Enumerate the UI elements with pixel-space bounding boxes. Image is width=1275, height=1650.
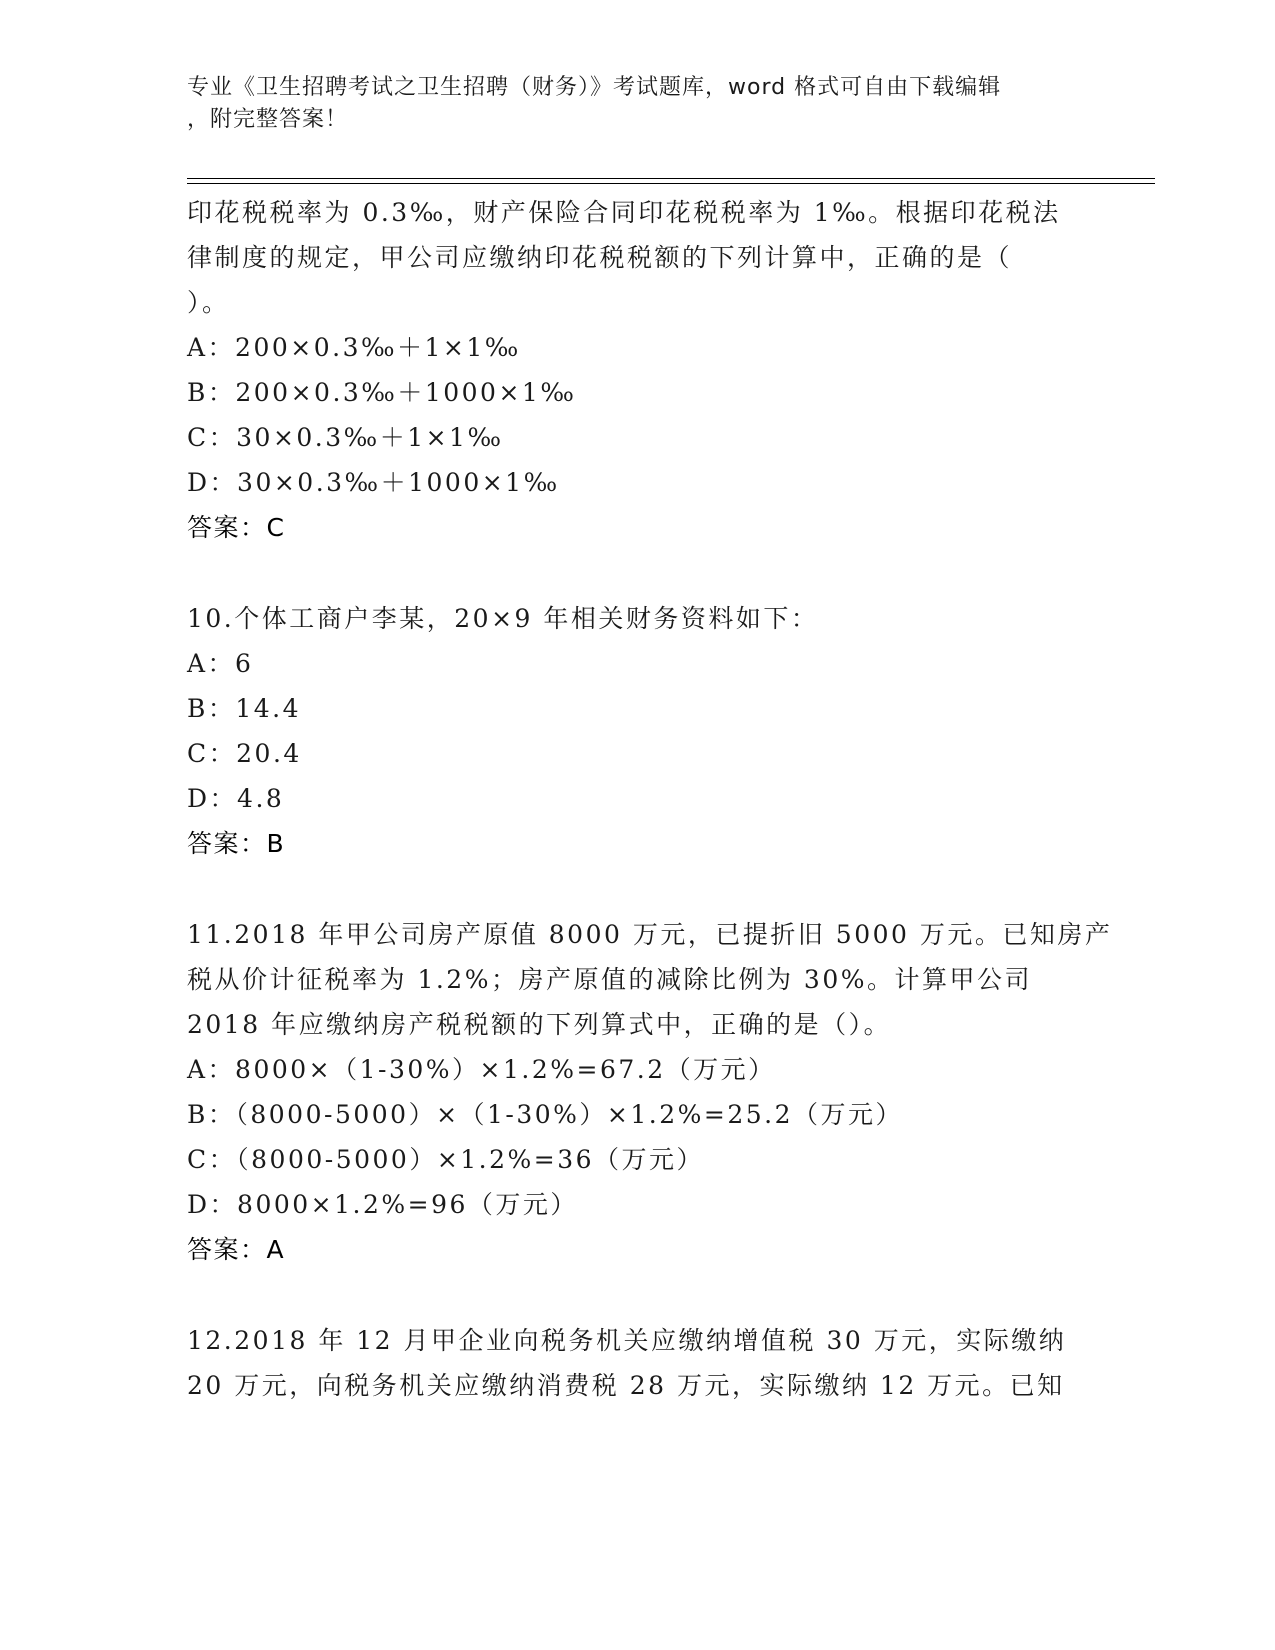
document-body (187, 190, 1113, 1408)
question-text-line: 20 万元，向税务机关应缴纳消费税 28 万元，实际缴纳 12 万元。已知 (187, 1371, 1065, 1400)
question-text-line: 10.个体工商户李某，20×9 年相关财务资料如下： (187, 604, 819, 633)
option-d: D：30×0.3‰＋1000×1‰ (187, 468, 560, 497)
question-text-line: 11.2018 年甲公司房产原值 8000 万元，已提折旧 5000 万元。已知房产 (187, 920, 1113, 949)
option-b: B：14.4 (187, 694, 302, 723)
answer: 答案：A (187, 1235, 286, 1264)
spacer (187, 1272, 1087, 1318)
option-c: C：30×0.3‰＋1×1‰ (187, 423, 504, 452)
option-a: A：200×0.3‰＋1×1‰ (187, 333, 521, 362)
option-d: D：8000×1.2%=96（万元） (187, 1190, 578, 1219)
answer: 答案：B (187, 829, 286, 858)
header-line-2: ，附完整答案！ (187, 107, 349, 132)
question-text-line: 2018 年应缴纳房产税税额的下列算式中，正确的是（）。 (187, 1010, 892, 1039)
header-divider-bottom (187, 183, 1155, 184)
option-d: D：4.8 (187, 784, 285, 813)
document-header (187, 72, 1087, 136)
answer: 答案：C (187, 513, 286, 542)
option-b: B：200×0.3‰＋1000×1‰ (187, 378, 577, 407)
question-text-line: 12.2018 年 12 月甲企业向税务机关应缴纳增值税 30 万元，实际缴纳 (187, 1326, 1067, 1355)
spacer (187, 866, 1087, 912)
option-b: B：（8000-5000）×（1-30%）×1.2%=25.2（万元） (187, 1100, 904, 1129)
question-12 (187, 1318, 1087, 1408)
option-c: C：（8000-5000）×1.2%=36（万元） (187, 1145, 705, 1174)
question-9 (187, 190, 1087, 550)
header-line-1: 专业《卫生招聘考试之卫生招聘（财务）》考试题库，word 格式可自由下载编辑 (187, 75, 1002, 100)
question-text-line: 印花税税率为 0.3‰，财产保险合同印花税税率为 1‰。根据印花税法 (187, 198, 1061, 227)
option-a: A：6 (187, 649, 254, 678)
question-text-line: 律制度的规定，甲公司应缴纳印花税税额的下列计算中，正确的是（ (187, 243, 1013, 272)
option-c: C：20.4 (187, 739, 302, 768)
option-a: A：8000×（1-30%）×1.2%=67.2（万元） (187, 1055, 776, 1084)
question-11 (187, 912, 1113, 1272)
question-text-line: ）。 (187, 288, 230, 317)
spacer (187, 550, 1087, 596)
header-divider-top (187, 178, 1155, 179)
question-text-line: 税从价计征税率为 1.2%；房产原值的减除比例为 30%。计算甲公司 (187, 965, 1032, 994)
question-10 (187, 596, 1087, 866)
